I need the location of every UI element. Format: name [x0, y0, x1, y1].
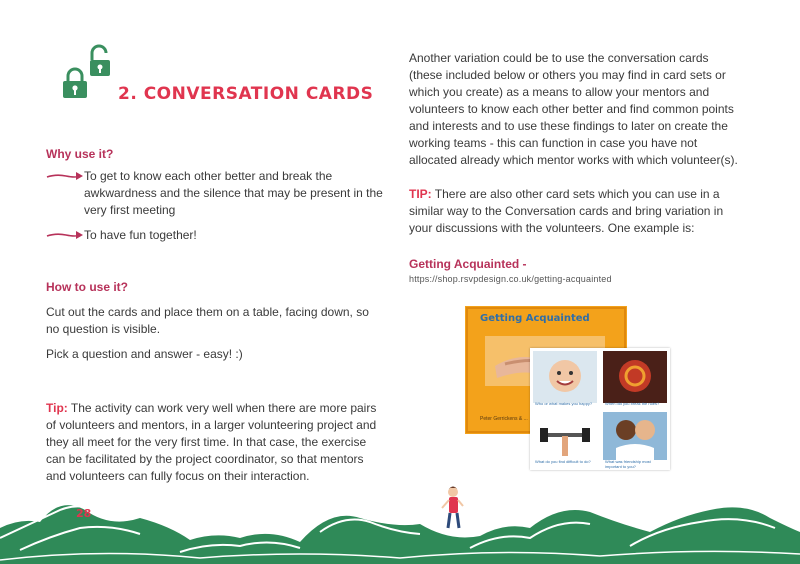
arrow-right-icon — [46, 171, 84, 181]
arrow-right-icon — [46, 230, 84, 240]
why-heading: Why use it? — [46, 147, 114, 161]
hill-landscape — [0, 488, 800, 564]
card-question-2: When did you break the rules? — [605, 401, 660, 406]
card-question-1: Who or what makes you happy? — [535, 401, 593, 406]
example-title: Getting Acquainted - — [409, 257, 527, 271]
how-paragraph-1: Cut out the cards and place them on a table, facing down, so no question is visible. — [46, 305, 369, 336]
page-title: 2. CONVERSATION CARDS — [118, 84, 374, 104]
card-question-3: What do you find difficult to do? — [535, 459, 591, 464]
tip-label: Tip: — [46, 401, 68, 415]
how-paragraph-2: Pick a question and answer - easy! :) — [46, 347, 243, 361]
example-url[interactable]: https://shop.rsvpdesign.co.uk/getting-acquainted — [409, 274, 612, 284]
tip-text: The activity can work very well when there are more pairs of volunteers and mentors, in a larger volunteering project and they all meet for the very first time. In that case, the exercise can be facilitated by the project coordinator, so that mentors and volunteers can fully focus on their interaction. — [46, 401, 377, 483]
lock-closed-icon — [60, 66, 90, 100]
why-bullet-text: To get to know each other better and break the awkwardness and the silence that may be present in the very first meeting — [84, 169, 383, 217]
tip-paragraph — [46, 400, 384, 485]
right-tip-text: There are also other card sets which you can use in a similar way to the Conversation cards and bring variation in your discussions with the volunteers. One example is: — [409, 187, 724, 235]
why-bullet-1 — [46, 168, 386, 219]
card-box-title: Getting Acquainted — [480, 313, 590, 324]
card-box-footer: Peter Gerrickens & ... — [480, 416, 528, 422]
why-bullet-2 — [46, 227, 386, 244]
lock-open-icon — [88, 44, 112, 78]
right-tip-label: TIP: — [409, 187, 432, 201]
how-heading: How to use it? — [46, 280, 128, 294]
card-question-4: What was friendship most important to you? — [605, 459, 651, 469]
card-grid-image — [530, 348, 670, 470]
page-number: 28 — [76, 507, 92, 520]
why-bullet-text: To have fun together! — [84, 228, 197, 242]
variation-paragraph: Another variation could be to use the conversation cards (these included below or others you may find in card sets or which you create) as a means to allow your mentors and volunteers to know each other better and find common points and interests and to use these findings to later on create the working teams - this can function in case you have not allocated already which mentor works with which volunteer(s). — [409, 51, 738, 167]
right-tip-paragraph — [409, 186, 743, 237]
person-figure — [436, 484, 466, 534]
